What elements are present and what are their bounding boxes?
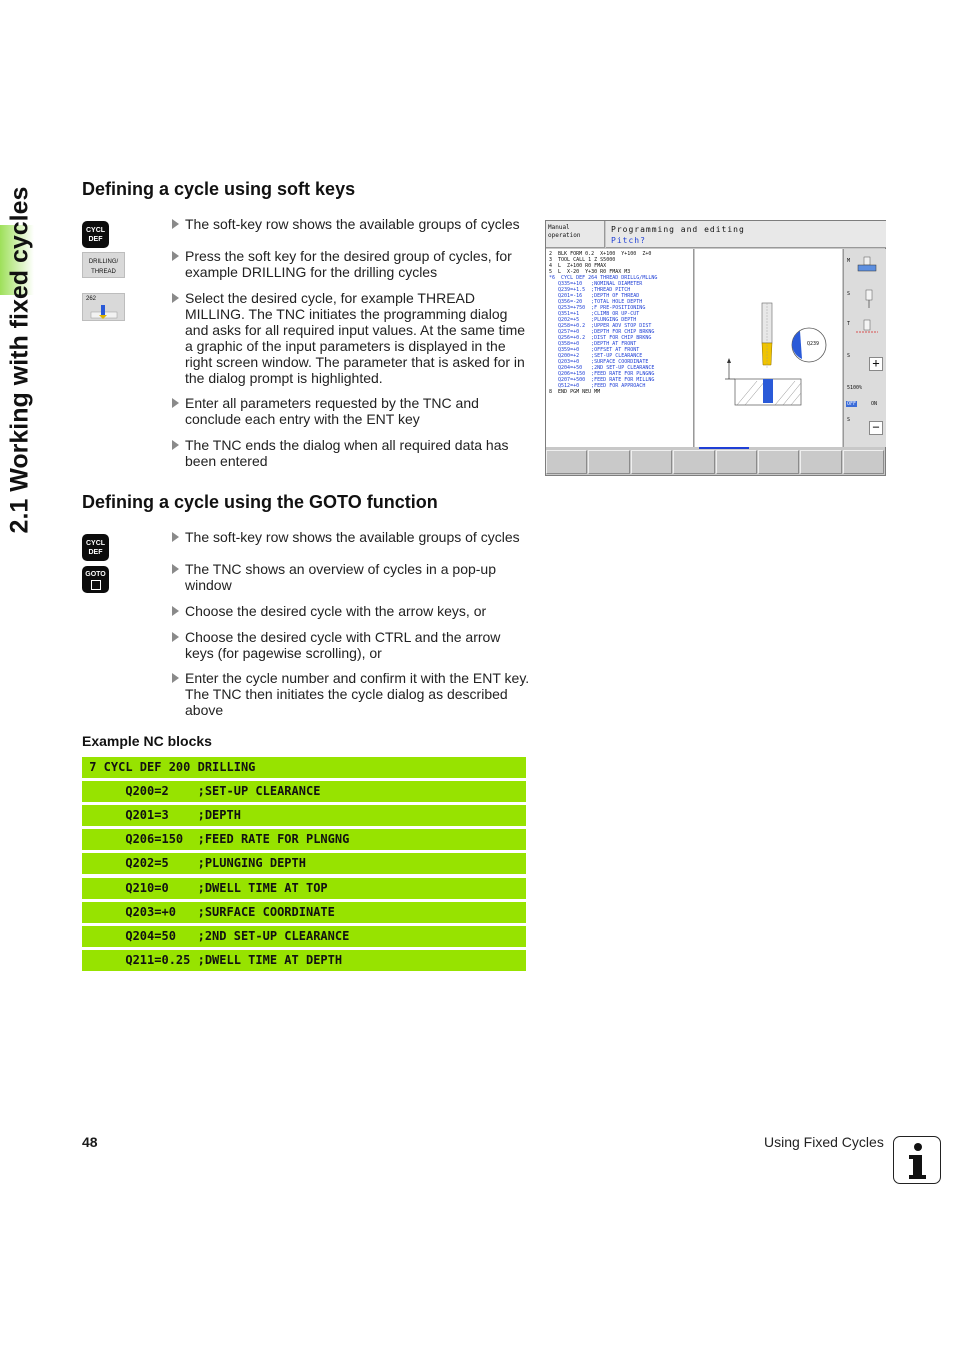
- program-line: 5 L X-20 Y+30 R0 FMAX M3: [549, 269, 631, 275]
- drilling-thread-softkey: DRILLING/ THREAD: [82, 252, 125, 278]
- step-soft-5: The TNC ends the dialog when all required data has been entered: [172, 437, 532, 469]
- program-line: Q200=+2 ;SET-UP CLEARANCE: [549, 353, 643, 359]
- cycl-def-key-2: CYCL DEF: [82, 534, 109, 561]
- nc-block-line: Q201=3 ;DEPTH: [82, 805, 526, 826]
- program-line: Q202=+5 ;PLUNGING DEPTH: [549, 317, 637, 323]
- nc-block-line: Q202=5 ;PLUNGING DEPTH: [82, 853, 526, 874]
- status-s1: S: [847, 291, 851, 297]
- step-soft-2: Press the soft key for the desired group of cycles, for example DRILLING for the drilling cycles: [172, 248, 532, 280]
- screen-softkey-7: [800, 450, 841, 474]
- step-goto-5: Enter the cycle number and confirm it with the ENT key. The TNC then initiates the cycle dialog as described above: [172, 670, 532, 718]
- program-line: Q359=+0 ;OFFSET AT FRONT: [549, 347, 640, 353]
- status-off: OFF: [847, 401, 857, 407]
- mill-head-icon: [854, 255, 880, 275]
- step-goto-2: The TNC shows an overview of cycles in a pop-up window: [172, 561, 532, 593]
- status-percent: 5100%: [847, 385, 863, 391]
- program-line: Q204=+50 ;2ND SET-UP CLEARANCE: [549, 365, 655, 371]
- program-line: 4 L Z+100 R0 FMAX: [549, 263, 607, 269]
- goto-square-icon: [91, 580, 101, 590]
- screen-mode-label: Manual operation: [546, 221, 605, 248]
- override-plus-icon: +: [869, 357, 883, 371]
- step-soft-4: Enter all parameters requested by the TNC and conclude each entry with the ENT key: [172, 395, 532, 427]
- screen-softkey-8: [843, 450, 884, 474]
- cycle-262-softkey: 262: [82, 293, 125, 321]
- goto-key: GOTO: [82, 566, 109, 593]
- nc-block-line: Q203=+0 ;SURFACE COORDINATE: [82, 902, 526, 923]
- step-goto-1: The soft-key row shows the available groups of cycles: [172, 529, 532, 545]
- status-column: [843, 249, 886, 447]
- status-s3: S: [847, 417, 851, 423]
- program-line: Q351=+1 ;CLIMB OR UP-CUT: [549, 311, 640, 317]
- heading-soft-keys: Defining a cycle using soft keys: [82, 179, 356, 199]
- screen-softkey-1: [546, 450, 587, 474]
- page-number: 48: [82, 1134, 98, 1150]
- program-line: Q257=+0 ;DEPTH FOR CHIP BRKNG: [549, 329, 655, 335]
- screen-dialog-prompt: Pitch?: [611, 236, 646, 245]
- program-line: *6 CYCL DEF 264 THREAD DRILLG/MLLNG: [549, 275, 658, 281]
- chapter-title: Using Fixed Cycles: [764, 1134, 884, 1150]
- program-line: Q256=+0.2 ;DIST FOR CHIP BRKNG: [549, 335, 652, 341]
- program-line: Q203=+0 ;SURFACE COORDINATE: [549, 359, 649, 365]
- program-line: 8 END PGM NEU MM: [549, 389, 601, 395]
- nc-block-line: Q204=50 ;2ND SET-UP CLEARANCE: [82, 926, 526, 947]
- status-s2: S: [847, 353, 851, 359]
- step-soft-1: The soft-key row shows the available groups of cycles: [172, 216, 532, 232]
- program-line: Q335=+10 ;NOMINAL DIAMETER: [549, 281, 643, 287]
- screen-softkey-4: [673, 450, 714, 474]
- program-line: Q239=+1.5 ;THREAD PITCH: [549, 287, 631, 293]
- program-line: 3 TOOL CALL 1 Z S5000: [549, 257, 616, 263]
- step-soft-3: Select the desired cycle, for example THREAD MILLING. The TNC initiates the programming dialog and asks for all required input values. At the same time a graphic of the input parameters is displayed in the right screen window. The parameter that is asked for in the dialog prompt is highlighted.: [172, 290, 532, 386]
- program-line: Q258=+0.2 ;UPPER ADV STOP DIST: [549, 323, 652, 329]
- screen-softkey-2: [588, 450, 629, 474]
- screen-softkey-6: [758, 450, 799, 474]
- step-goto-3: Choose the desired cycle with the arrow keys, or: [172, 603, 532, 619]
- cycl-def-key: CYCL DEF: [82, 221, 109, 248]
- tool-axis-icon: [854, 319, 880, 339]
- parameter-graphic: [695, 249, 842, 447]
- heading-goto: Defining a cycle using the GOTO function: [82, 492, 438, 512]
- screen-dialog: [606, 221, 886, 248]
- thread-mill-icon: [89, 303, 119, 319]
- status-t: T: [847, 321, 851, 327]
- spindle-icon: [862, 289, 876, 309]
- program-window: [546, 249, 694, 447]
- override-minus-icon: −: [869, 421, 883, 435]
- program-line: Q512=+0 ;FEED FOR APPROACH: [549, 383, 646, 389]
- nc-block-line: Q200=2 ;SET-UP CLEARANCE: [82, 781, 526, 802]
- nc-block-line: Q206=150 ;FEED RATE FOR PLNGNG: [82, 829, 526, 850]
- program-line: 2 BLK FORM 0.2 X+100 Y+100 Z+0: [549, 251, 652, 257]
- status-m: M: [847, 258, 851, 264]
- status-on: ON: [871, 401, 878, 407]
- program-line: Q207=+500 ;FEED RATE FOR MILLNG: [549, 377, 655, 383]
- thread-mill-graphic-icon: [695, 249, 842, 447]
- screen-softkey-5: [716, 450, 757, 474]
- info-icon: [893, 1136, 941, 1184]
- nc-block-line: Q211=0.25 ;DWELL TIME AT DEPTH: [82, 950, 526, 971]
- example-nc-label: Example NC blocks: [82, 733, 212, 749]
- tnc-screen: [545, 220, 886, 476]
- screen-dialog-title: Programming and editing: [611, 225, 745, 234]
- program-line: Q358=+0 ;DEPTH AT FRONT: [549, 341, 637, 347]
- program-line: Q201=-16 ;DEPTH OF THREAD: [549, 293, 640, 299]
- program-line: Q253=+750 ;F PRE-POSITIONING: [549, 305, 646, 311]
- step-goto-4: Choose the desired cycle with CTRL and the arrow keys (for pagewise scrolling), or: [172, 629, 532, 661]
- screen-softkey-3: [631, 450, 672, 474]
- program-line: Q356=-20 ;TOTAL HOLE DEPTH: [549, 299, 643, 305]
- graphic-q239-label: Q239: [807, 341, 820, 347]
- nc-block-line: 7 CYCL DEF 200 DRILLING: [82, 757, 526, 778]
- program-line: Q206=+150 ;FEED RATE FOR PLNGNG: [549, 371, 655, 377]
- nc-block-line: Q210=0 ;DWELL TIME AT TOP: [82, 878, 526, 899]
- screen-softkey-row: [546, 449, 885, 475]
